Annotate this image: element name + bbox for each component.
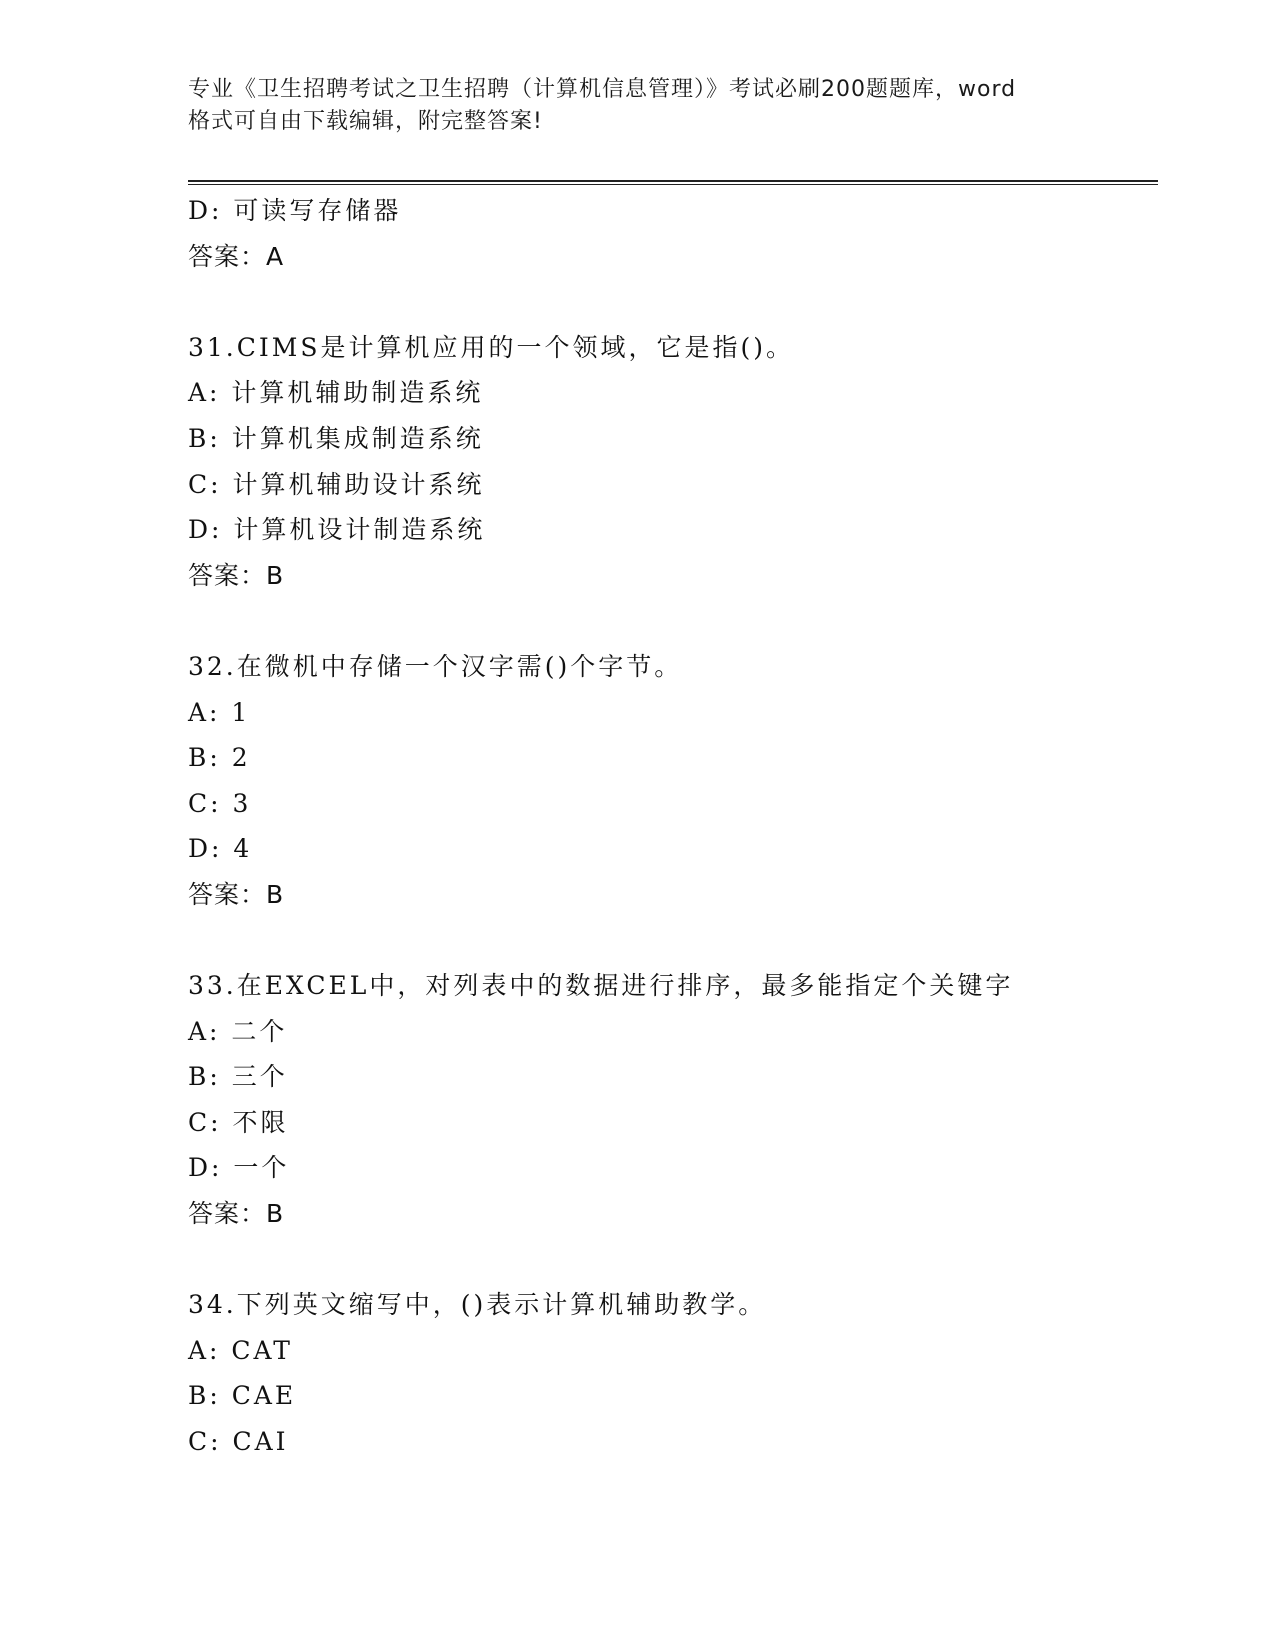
option-a: A: CAT <box>188 1335 293 1365</box>
answer: 答案：B <box>188 879 285 909</box>
option-d: D: 4 <box>188 834 253 864</box>
option-a: A: 1 <box>188 697 251 727</box>
document-body <box>188 188 1168 1465</box>
question-stem: 31.CIMS是计算机应用的一个领域，它是指()。 <box>188 332 794 362</box>
question-30-option-d: D: 可读写存储器 <box>188 196 402 225</box>
option-b: B: 三个 <box>188 1062 288 1092</box>
option-c: C: 计算机辅助设计系统 <box>188 469 485 499</box>
spacer <box>188 918 1168 964</box>
option-c: C: 3 <box>188 788 252 818</box>
spacer <box>188 598 1168 644</box>
header-title-line-1: 专业《卫生招聘考试之卫生招聘（计算机信息管理）》考试必刷200题题库，word <box>188 77 1017 102</box>
option-b: B: 计算机集成制造系统 <box>188 423 484 453</box>
header-divider <box>188 180 1158 185</box>
option-a: A: 计算机辅助制造系统 <box>188 378 484 408</box>
option-d: D: 一个 <box>188 1153 290 1183</box>
spacer <box>188 1237 1168 1283</box>
answer: 答案：B <box>188 1199 285 1229</box>
document-header <box>188 74 1088 138</box>
question-stem: 32.在微机中存储一个汉字需()个字节。 <box>188 651 683 681</box>
option-a: A: 二个 <box>188 1016 288 1046</box>
option-b: B: 2 <box>188 743 251 773</box>
spacer <box>188 279 1168 325</box>
option-c: C: CAI <box>188 1427 289 1457</box>
option-b: B: CAE <box>188 1381 297 1411</box>
header-title-line-2: 格式可自由下载编辑，附完整答案! <box>188 109 543 134</box>
option-d: D: 计算机设计制造系统 <box>188 515 486 545</box>
question-32 <box>188 644 1168 918</box>
question-33 <box>188 963 1168 1237</box>
question-34 <box>188 1282 1168 1464</box>
question-stem: 34.下列英文缩写中，()表示计算机辅助教学。 <box>188 1290 767 1320</box>
answer: 答案：B <box>188 560 285 590</box>
option-c: C: 不限 <box>188 1107 289 1137</box>
question-stem: 33.在EXCEL中，对列表中的数据进行排序，最多能指定个关键字 <box>188 971 1014 1001</box>
question-30-answer: 答案：A <box>188 241 285 271</box>
question-31 <box>188 325 1168 599</box>
